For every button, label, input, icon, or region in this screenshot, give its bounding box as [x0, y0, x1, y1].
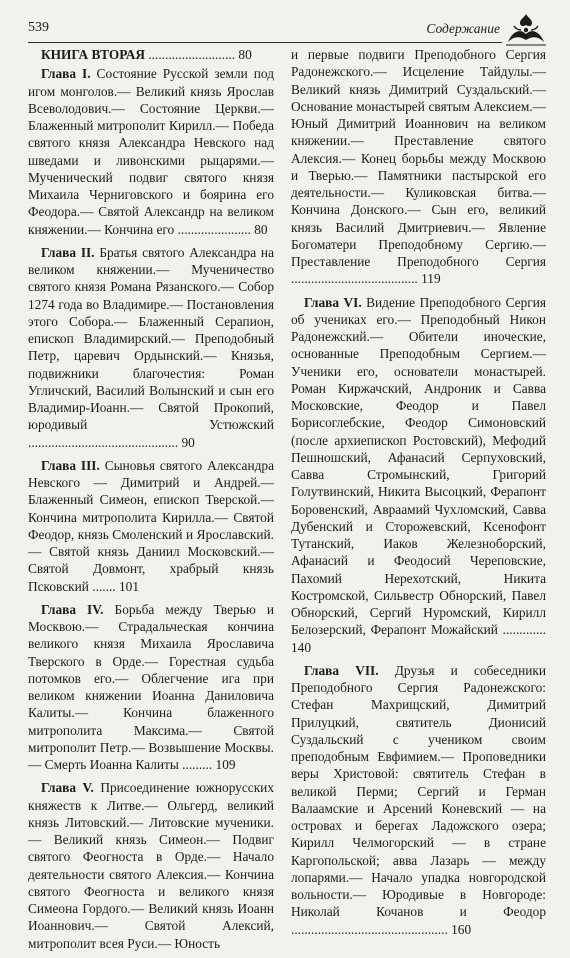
toc-right-column [291, 46, 546, 944]
toc-entry-chapter-4 [28, 601, 274, 774]
chapter-heading: Глава VII. [304, 662, 379, 678]
chapter-heading: Глава IV. [41, 601, 104, 617]
chapter-heading: Глава III. [41, 457, 100, 473]
toc-book-entry [28, 46, 274, 63]
running-head: Содержание [426, 21, 500, 36]
chapter-text: Борьба между Тверью и Москвою.— Страдальческая кончина великого князя Михаила Ярославича Тверского в Орде.— Горестная судьба потомков его.— Облегчение ига при великом княжении Иоанна Даниловича Калиты.— Кончина блаженного митрополита Максима.— Святой митрополит Петр.— Возвышение Москвы.— Смерть Иоанна Калиты ......... 109 [28, 601, 274, 772]
chapter-heading: Глава II. [41, 244, 95, 260]
chapter-text: Братья святого Александра на великом княжении.— Мученичество святого князя Романа Рязанского.— Собор 1274 года во Владимире.— Постановления этого Собора.— Блаженный Серапион, епископ Владимирский.— Преподобный Петр, царевич Ордынский.— Князья, подвижники благочестия: Роман Угличский, Василий Волынский и сын его Владимир-Иоанн.— Святой Прокопий, юродивый Устюжский ............................................. 90 [28, 244, 274, 450]
chapter-heading: Глава VI. [304, 294, 362, 310]
toc-entry-chapter-3 [28, 457, 274, 595]
toc-entry-chapter-5-continued: и первые подвиги Преподобного Сергия Радонежского.— Исцеление Тайдулы.— Великий князь Димитрий Суздальский.— Основание монастырей святым Алексием.— Юный Димитрий Иоаннович на великом княжении.— Преставление святого Алексия.— Конец борьбы между Москвою и Тверью.— Памятники пастырской его деятельности.— Куликовская битва.— Кончина Донского.— Сын его, великий князь Василий Дмитриевич.— Явление Богоматери Преподобному Сергию.— Преставление Преподобного Сергия ...................................... 119 [291, 47, 546, 287]
book-title: КНИГА ВТОРАЯ [41, 47, 145, 62]
chapter-text: Друзья и собеседники Преподобного Сергия Радонежского: Стефан Махрищский, Димитрий Прилуцкий, святитель Дионисий Суздальский с учеником своим преподобным Евфимием.— Проповедники веры Христовой: святитель Стефан в великой Перми; Сергий и Герман Валаамские и Арсений Коневский — на островах и берегах Ладожского озера; Кирилл Челмогорский — в стране Каргопольской; авва Лазарь — между лопарями.— Начало упадка новгородской вольности.— Юродивые в Новгороде: Николай Кочанов и Феодор ............................................... 160 [291, 662, 546, 937]
page-number: 539 [28, 20, 49, 35]
toc-entry-chapter-5 [28, 779, 274, 952]
page-header [28, 12, 548, 46]
chapter-text: Видение Преподобного Сергия об учениках его.— Преподобный Никон Радонежский.— Обители иноческие, основанные Преподобным Сергием.— Ученики его, основатели монастырей. Роман Киржачский, Андроник и Савва Московские, Феодор и Павел Борисоглебские, Феодор Симоновский (после архиепископ Ростовский), Мефодий Пешношский, Афанасий Серпуховский, Савва Стромынский, Григорий Голутвинский, Никита Высоцкий, Ферапонт Боровенский, Авраамий Чухломский, Савва Дубенский и Сторожевский, Ксенофонт Тутанский, Иаков Железноборский, Афанасий и Феодосий Череповские, Пахомий Нерехотский, Никита Костромской, Сильвестр Обнорский, Павел Обнорский, Сергий Нуромский, Кирилл Белозерский, Ферапонт Можайский ............. 140 [291, 294, 546, 655]
chapter-text: Состояние Русской земли под игом монголов.— Великий князь Ярослав Всеволодович.— Состояние Церкви.— Блаженный митрополит Кирилл.— Победа святого князя Александра Невского над шведами и ливонскими рыцарями.— Мученический подвиг святого князя Михаила Черниговского и боярина его Феодора.— Святой Александр на великом княжении.— Кончина его ...................... 80 [28, 66, 274, 237]
header-rule [28, 42, 502, 43]
chapter-text: Сыновья святого Александра Невского — Димитрий и Андрей.— Блаженный Симеон, епископ Тверской.— Кончина митрополита Кирилла.— Святой Феодор, князь Смоленский и Ярославский.— Святой князь Даниил Московский.— Святой Довмонт, храбрый князь Псковский ....... 101 [28, 457, 274, 594]
book-page-number: 80 [238, 47, 252, 62]
toc-entry-chapter-1 [28, 65, 274, 238]
book-leader-dots: .......................... [145, 47, 239, 62]
chapter-text: Присоединение южнорусских княжеств к Литве.— Ольгерд, великий князь Литовский.— Литовские мученики.— Великий князь Симеон.— Подвиг святого Феогноста в Орде.— Начало деятельности святого Алексия.— Кончина святого Феогноста и великого князя Симеона Гордого.— Великий князь Иоанн Иоаннович.— Святой Алексий, митрополит всея Руси.— Юность [28, 780, 274, 951]
fleuron-ornament-icon [504, 12, 548, 46]
chapter-heading: Глава V. [41, 780, 94, 796]
chapter-heading: Глава I. [41, 66, 91, 82]
toc-entry-chapter-2 [28, 244, 274, 451]
toc-entry-chapter-6 [291, 294, 546, 656]
toc-left-column [28, 46, 274, 958]
